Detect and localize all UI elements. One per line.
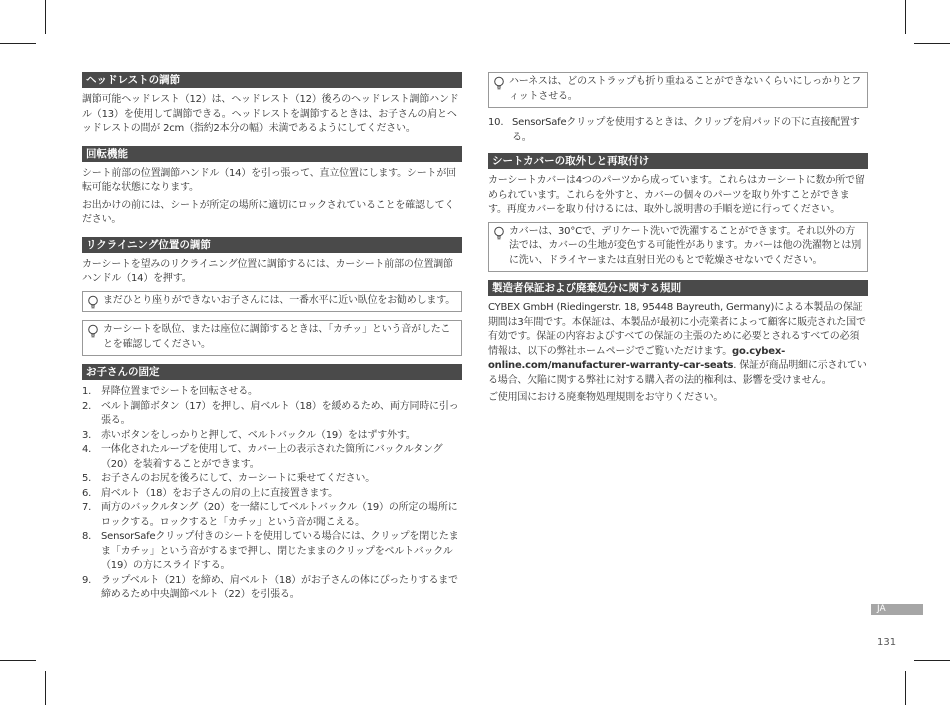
crop-mark [0,43,36,44]
crop-mark [905,0,906,34]
paragraph: 調節可能ヘッドレスト（12）は、ヘッドレスト（12）後ろのヘッドレスト調節ハンドル（13）を使用して調節できる。ヘッドレストを調節するときは、お子さんの肩とヘッドレストの間が 2cm（指約2本分の幅）未満であるようにしてください。 [82,94,459,134]
left-column [82,72,462,603]
list-item: 6. 肩ベルト（18）をお子さんの肩の上に直接置きます。 [82,487,338,499]
paragraph: ご使用国における廃棄物処理規則をお守りください。 [488,392,724,403]
section-heading: シートカバーの取外しと再取付け [488,153,868,169]
note-box [488,72,868,108]
note-box [488,222,868,273]
list-item: 7. 両方のバックルタング（20）を一緒にしてベルトバックル（19）の所定の場所にロックする。ロックすると「カチッ」という音が聞こえる。 [82,502,458,528]
list-item: 10. SensorSafeクリップを使用するときは、クリップを肩パッドの下に直接配置する。 [488,117,860,143]
language-tab: JA [871,604,923,615]
section-heading: 回転機能 [82,146,462,162]
lightbulb-icon [86,295,100,309]
page-number: 131 [877,637,897,648]
right-column [488,72,868,409]
list-item: 4. 一体化されたループを使用して、カバー上の表示された箇所にバックルタング（20）を装着することができます。 [82,444,443,470]
list-item: 3. 赤いボタンをしっかりと押して、ベルトバックル（19）をはずす外す。 [82,429,416,441]
note-box [82,320,462,356]
crop-mark [0,660,36,661]
paragraph: カーシートカバーは4つのパーツから成っています。これらはカーシートに数か所で留められています。これらを外すと、カバーの個々のパーツを取り外すことができます。再度カバーを取り付けるには、取外し説明書の手順を逆に行ってください。 [488,175,865,215]
crop-mark [45,0,46,34]
lightbulb-icon [492,76,506,90]
note-text: ハーネスは、どのストラップも折り重ねることができないくらいにしっかりとフィットさせる。 [509,76,862,102]
paragraph: CYBEX GmbH (Riedingerstr. 18, 95448 Bayreuth, Germany)による本製品の保証期間は3年間です。本保証は、本製品が最初に小売業者によって顧客に販売された国で有効です。保証の内容およびすべての保証の主張のために必要とされるすべての必須情報は、以下の弊社ホームページでご覧いただけます。go.cybex-online.com/manufacturer-warranty-car-seats. 保証が商品明細に示されている場合、欠陥に関する弊社に対する購入者の法的権利は、影響を受けません。 [488,302,867,386]
crop-mark [905,671,906,705]
paragraph: シート前部の位置調節ハンドル（14）を引っ張って、直立位置にします。シートが回転可能な状態になります。 [82,167,456,193]
lightbulb-icon [492,226,506,240]
paragraph: カーシートを望みのリクライニング位置に調節するには、カーシート前部の位置調節ハンドル（14）を押す。 [82,258,453,284]
note-text: カバーは、30°Cで、デリケート洗いで洗濯することができます。それ以外の方法では、カバーの生地が変色する可能性があります。カバーは他の洗濯物とは別に洗い、ドライヤーまたは直射日光のもとで乾燥させないでください。 [509,225,861,266]
crop-mark [914,43,950,44]
list-item: 1. 昇降位置までシートを回転させる。 [82,386,258,397]
warranty-link[interactable]: go.cybex-online.com/manufacturer-warranty-car-seats [488,345,786,371]
note-text: カーシートを臥位、または座位に調節するときは、「カチッ」という音がしたことを確認してください。 [103,324,451,350]
section-heading: リクライニング位置の調節 [82,237,462,253]
section-heading: ヘッドレストの調節 [82,72,462,88]
paragraph: お出かけの前には、シートが所定の場所に適切にロックされていることを確認してください。 [82,199,455,225]
note-box [82,291,462,313]
lightbulb-icon [86,324,100,338]
steps-list [488,116,868,145]
note-text: まだひとり座りができないお子さんには、一番水平に近い臥位をお勧めします。 [103,294,455,306]
section-heading: お子さんの固定 [82,364,462,380]
crop-mark [914,660,950,661]
section-heading: 製造者保証および廃棄処分に関する規則 [488,280,868,296]
list-item: 8. SensorSafeクリップ付きのシートを使用している場合には、クリップを閉じたまま「カチッ」という音がするまで押し、閉じたままのクリップをベルトバックル（19）の方にスライドする。 [82,531,459,571]
steps-list [82,385,462,603]
list-item: 9. ラップベルト（21）を締め、肩ベルト（18）がお子さんの体にぴったりするまで締めるため中央調節ベルト（22）を引張る。 [82,574,458,600]
crop-mark [45,671,46,705]
list-item: 5. お子さんのお尻を後ろにして、カーシートに乗せてください。 [82,473,375,484]
list-item: 2. ベルト調節ボタン（17）を押し、肩ベルト（18）を緩めるため、両方同時に引っ張る。 [82,400,459,426]
